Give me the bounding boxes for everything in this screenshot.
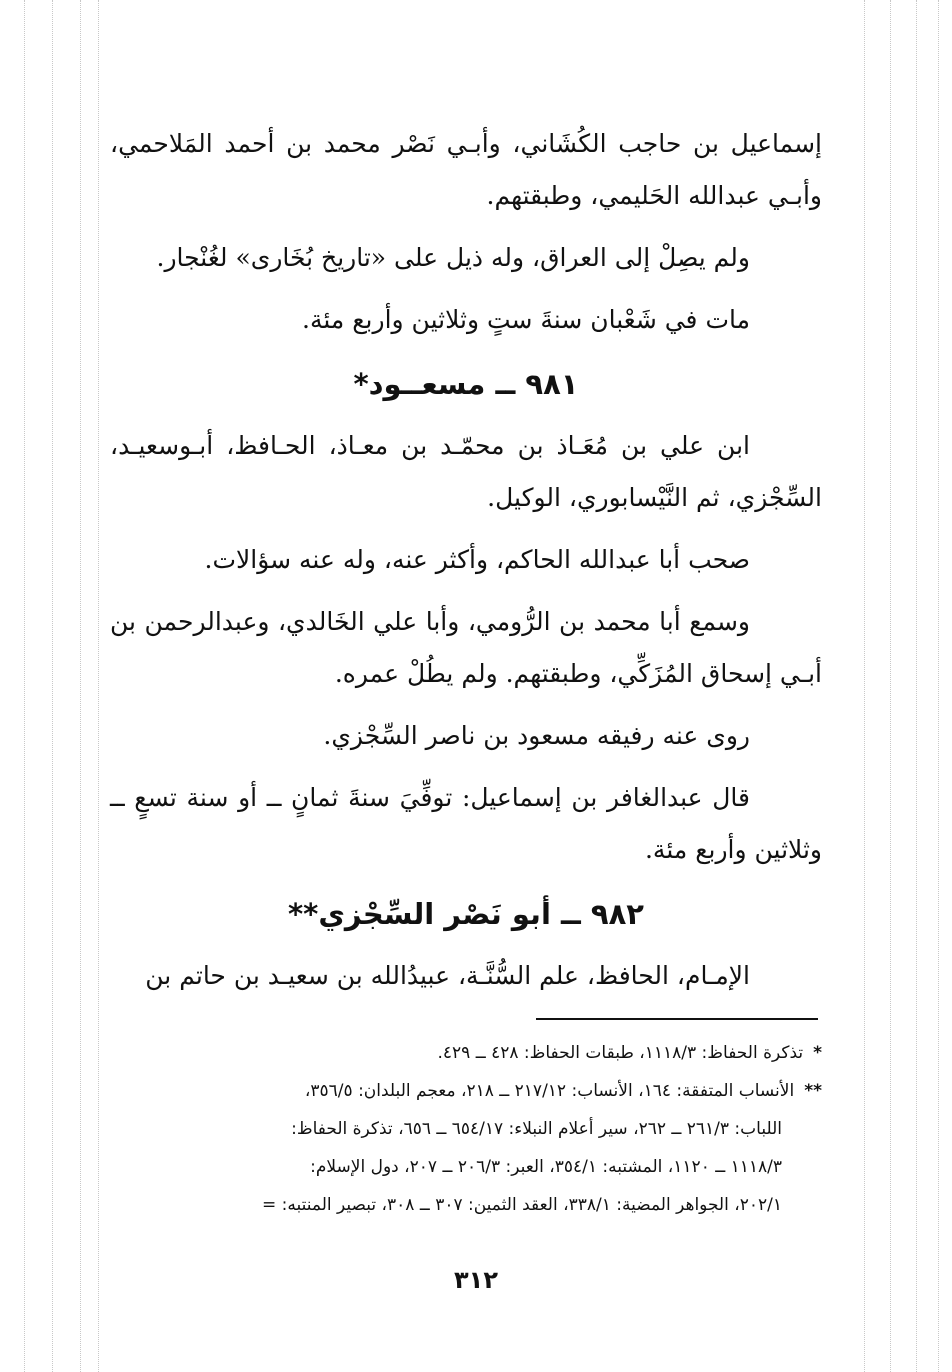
footnote-separator [536, 1018, 818, 1020]
footnote-2-mark: ** [804, 1081, 822, 1101]
paragraph-8: قال عبدالغافر بن إسماعيل: توفِّيَ سنةَ ثمانٍ ــ أو سنة تسعٍ ــ وثلاثين وأربع مئة. [110, 783, 822, 864]
footnote-2-line-4: ٢٠٢/١، الجواهر المضية: ٣٣٨/١، العقد الثمين: ٣٠٧ ــ ٣٠٨، تبصير المنتبه: = [261, 1195, 782, 1215]
footnotes [104, 1034, 822, 1224]
footnote-2 [104, 1072, 822, 1224]
footnote-1-mark: * [813, 1043, 822, 1063]
page-number: ٣١٢ [454, 1266, 498, 1294]
entry-heading-981: ٩٨١ ــ مسعــود* [353, 367, 579, 401]
paragraph-2: ولم يصِلْ إلى العراق، وله ذيل على «تاريخ بُخَارى» لغُنْجار. [156, 243, 750, 272]
footnote-1 [104, 1034, 822, 1072]
paragraph-3: مات في شَعْبان سنةَ ستٍ وثلاثين وأربع مئة. [302, 305, 750, 334]
paragraph-6: وسمع أبا محمد بن الرُّومي، وأبا علي الخَالدي، وعبدالرحمن بن أبـي إسحاق المُزَكِّي، وطبقتهم. ولم يطُلْ عمره. [110, 607, 822, 688]
paragraph-5: صحب أبا عبدالله الحاكم، وأكثر عنه، وله عنه سؤالات. [204, 545, 750, 574]
footnote-2-line-2: اللباب: ٢٦١/٣ ــ ٢٦٢، سير أعلام النبلاء: ٦٥٤/١٧ ــ ٦٥٦، تذكرة الحفاظ: [291, 1119, 782, 1139]
entry-heading-982: ٩٨٢ ــ أبو نَصْر السِّجْزي** [287, 897, 645, 931]
paragraph-9: الإمـام، الحافظ، علم السُّنَّـة، عبيدُالله بن سعيـد بن حاتم بن [145, 961, 750, 990]
footnote-2-line-3: ١١١٨/٣ ــ ١١٢٠، المشتبه: ٣٥٤/١، العبر: ٢٠٦/٣ ــ ٢٠٧، دول الإسلام: [310, 1157, 782, 1177]
paragraph-7: روى عنه رفيقه مسعود بن ناصر السِّجْزي. [323, 721, 750, 750]
paragraph-4: ابن علي بن مُعَـاذ بن محمّـد بن معـاذ، الحـافظ، أبـوسعيـد، السِّجْزي، ثم النَّيْسابوري، الوكيل. [110, 431, 822, 512]
paragraph-1: إسماعيل بن حاجب الكُشَاني، وأبـي نَصْر محمد بن أحمد المَلاحمي، وأبـي عبدالله الحَليمي، وطبقتهم. [110, 129, 822, 210]
footnote-2-line-1: الأنساب المتفقة: ١٦٤، الأنساب: ٢١٧/١٢ ــ ٢١٨، معجم البلدان: ٣٥٦/٥، [304, 1081, 795, 1101]
main-text [110, 118, 822, 1002]
footnote-1-text: تذكرة الحفاظ: ١١١٨/٣، طبقات الحفاظ: ٤٢٨ ــ ٤٢٩. [437, 1043, 804, 1063]
